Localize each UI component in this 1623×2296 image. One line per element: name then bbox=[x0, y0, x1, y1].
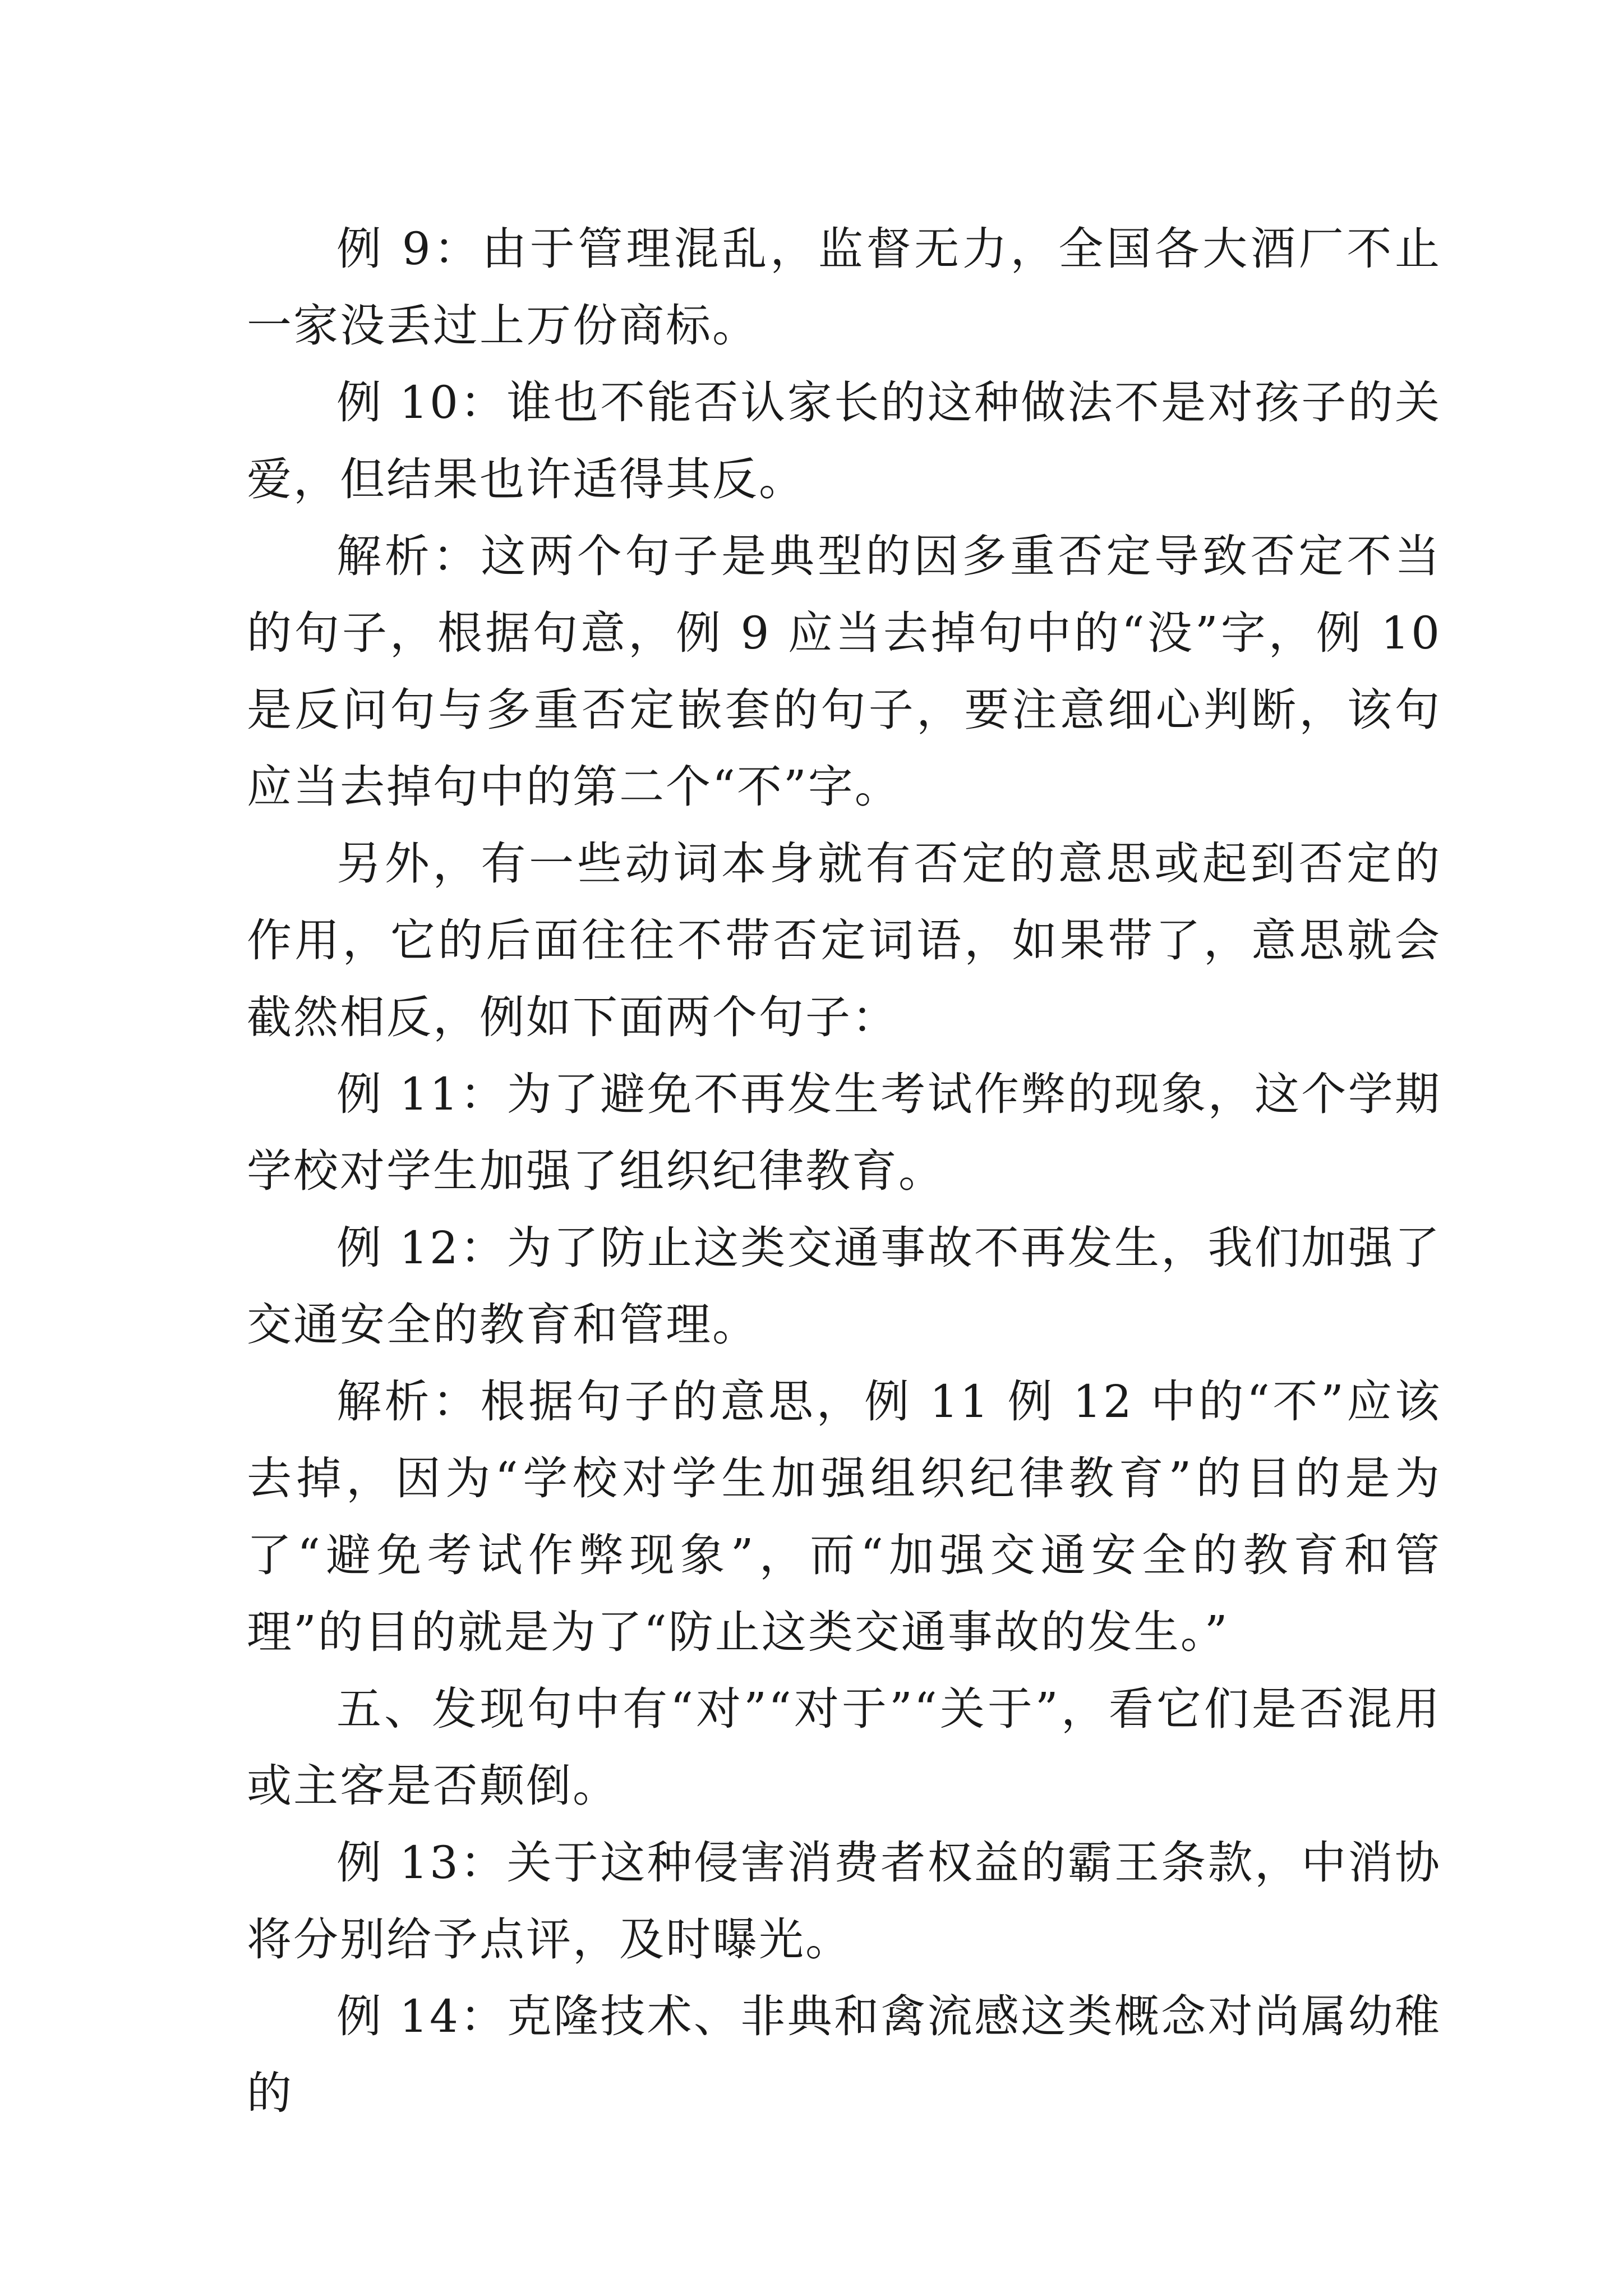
paragraph-example-13: 例 13：关于这种侵害消费者权益的霸王条款，中消协将分别给予点评，及时曝光。 bbox=[247, 1837, 1441, 1966]
paragraph-example-12: 例 12：为了防止这类交通事故不再发生，我们加强了交通安全的教育和管理。 bbox=[247, 1222, 1441, 1351]
paragraph-section-five: 五、发现句中有“对”“对于”“关于”，看它们是否混用或主客是否颠倒。 bbox=[247, 1683, 1441, 1812]
paragraph-analysis-2: 解析：根据句子的意思，例 11 例 12 中的“不”应该去掉，因为“学校对学生加强组织纪律教育”的目的是为了“避免考试作弊现象”，而“加强交通安全的教育和管理”的目的就是为了“防止这类交通事故的发生。” bbox=[247, 1375, 1441, 1658]
paragraph-note: 另外，有一些动词本身就有否定的意思或起到否定的作用，它的后面往往不带否定词语，如果带了，意思就会截然相反，例如下面两个句子： bbox=[247, 838, 1441, 1043]
paragraph-example-11: 例 11：为了避免不再发生考试作弊的现象，这个学期学校对学生加强了组织纪律教育。 bbox=[247, 1068, 1441, 1197]
paragraph-example-14: 例 14：克隆技术、非典和禽流感这类概念对尚属幼稚的 bbox=[247, 1990, 1441, 2119]
document-body bbox=[247, 210, 1441, 2132]
paragraph-example-9: 例 9：由于管理混乱，监督无力，全国各大酒厂不止一家没丢过上万份商标。 bbox=[247, 223, 1441, 352]
paragraph-example-10: 例 10：谁也不能否认家长的这种做法不是对孩子的关爱，但结果也许适得其反。 bbox=[247, 376, 1441, 505]
paragraph-analysis-1: 解析：这两个句子是典型的因多重否定导致否定不当的句子，根据句意，例 9 应当去掉句中的“没”字，例 10 是反问句与多重否定嵌套的句子，要注意细心判断，该句应当去掉句中的第二个“不”字。 bbox=[247, 530, 1441, 813]
